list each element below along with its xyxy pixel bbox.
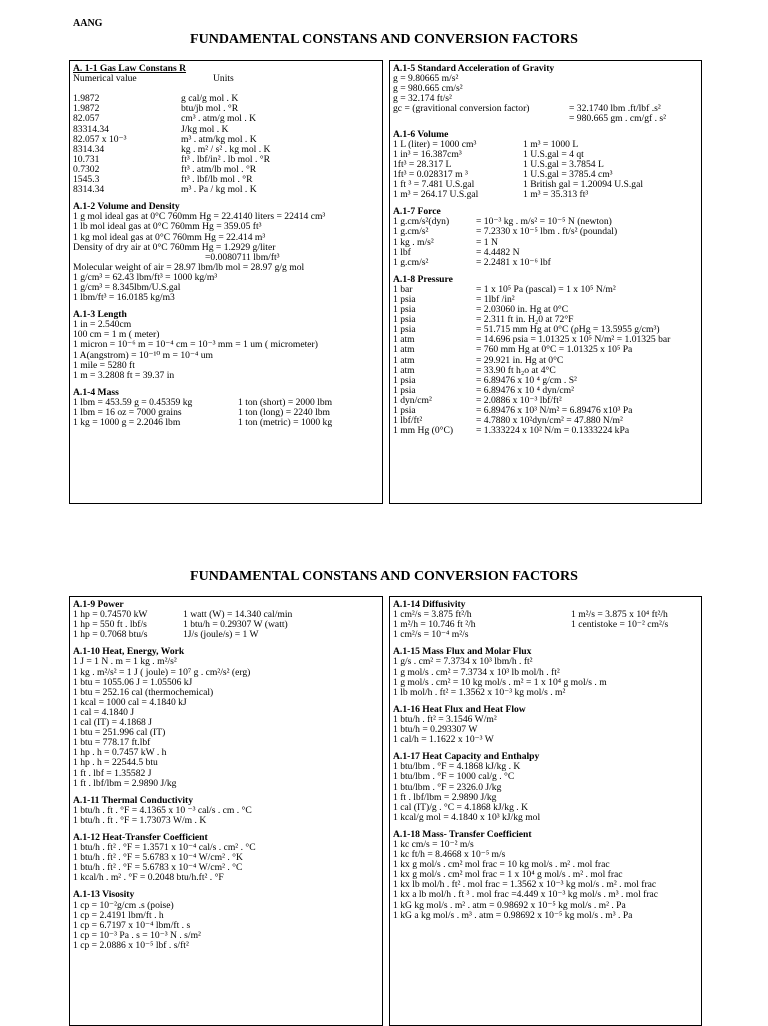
conversion-text: 1 ft . lbf = 1.35582 J <box>73 767 152 779</box>
conversion-text: 10.731 <box>73 153 100 165</box>
conversion-text: 1 kcal/g mol = 4.1840 x 10³ kJ/kg mol <box>393 811 541 823</box>
conversion-text: g = 980.665 cm/s² <box>393 83 463 95</box>
conversion-row <box>73 630 379 640</box>
conversion-text: 1 atm <box>393 344 415 356</box>
conversion-text: 1545.3 <box>73 174 100 186</box>
conversion-value: m³ . atm/kg mol . K <box>181 133 257 145</box>
conversion-text: 1 hp = 0.7068 btu/s <box>73 629 148 641</box>
conversion-value: = 6.89476 x 10 ⁴ dyn/cm² <box>476 384 574 396</box>
conversion-text: 1 cal = 4.1840 J <box>73 706 135 718</box>
conversion-row <box>393 813 699 823</box>
section-heading-text: A.1-12 Heat-Transfer Coefficient <box>73 831 208 843</box>
section-heading-text: A.1-4 Mass <box>73 386 119 398</box>
conversion-text: 1 lbm/ft³ = 16.0185 kg/m3 <box>73 292 175 304</box>
section-heading-text: A.1-15 Mass Flux and Molar Flux <box>393 646 532 658</box>
conversion-text: 1 cp = 10⁻²g/cm .s (poise) <box>73 899 174 911</box>
conversion-text: 82.057 <box>73 113 100 125</box>
conversion-value: g cal/g mol . K <box>181 93 239 105</box>
conversion-text: 1 kcal/h . m² . °F = 0.2048 btu/h.ft² . °F <box>73 872 224 884</box>
conversion-value: = 51.715 mm Hg at 0°C (ρHg = 13.5955 g/cm³) <box>476 324 660 336</box>
conversion-text: 1 g mol/s . cm² = 7.3734 x 10³ lb mol/h . ft² <box>393 666 560 678</box>
conversion-text: g = 32.174 ft/s² <box>393 93 452 105</box>
section-column-1-left <box>73 64 379 428</box>
conversion-text: 1 cp = 10⁻³ Pa . s = 10⁻³ N . s/m² <box>73 929 201 941</box>
conversion-text: 1 cm²/s = 3.875 ft²/h <box>393 609 472 621</box>
conversion-row <box>73 758 379 768</box>
conversion-text: g = 9.80665 m/s² <box>393 73 459 85</box>
conversion-row <box>393 285 699 295</box>
conversion-text: 1 kx a lb mol/h . ft ³ . mol frac =4.449 x 10⁻³ kg mol/s . m³ . mol frac <box>393 889 659 901</box>
conversion-text: 1 bar <box>393 283 413 295</box>
conversion-text: 1 m = 3.2808 ft = 39.37 in <box>73 369 175 381</box>
conversion-text: 8314.34 <box>73 143 105 155</box>
section-heading-text: A.1-7 Force <box>393 206 441 218</box>
conversion-text: 1 psia <box>393 374 416 386</box>
conversion-row <box>393 426 699 436</box>
conversion-value: = 2.2481 x 10⁻⁶ lbf <box>476 256 551 268</box>
conversion-value: 1 m³ = 1000 L <box>523 138 579 150</box>
conversion-row <box>393 190 699 200</box>
section-heading-text: A.1-17 Heat Capacity and Enthalpy <box>393 751 540 763</box>
conversion-text: 1 hp . h = 22544.5 btu <box>73 757 158 769</box>
conversion-row <box>393 227 699 237</box>
conversion-row <box>73 873 379 883</box>
conversion-row <box>73 185 379 195</box>
conversion-text: 1 btu = 1055.06 J = 1.05506 kJ <box>73 676 193 688</box>
page-title: FUNDAMENTAL CONSTANS AND CONVERSION FACTORS <box>190 32 578 47</box>
conversion-text: 1 g/cm³ = 8.345lbm/U.S.gal <box>73 281 181 293</box>
conversion-text: 1 psia <box>393 314 416 326</box>
section-column-2-left <box>73 600 379 951</box>
conversion-row <box>393 735 699 745</box>
conversion-row <box>393 772 699 782</box>
conversion-text: 1 mile = 5280 ft <box>73 359 135 371</box>
conversion-text: 1 btu/h . ft² . °F = 5.6783 x 10⁻⁴ W/cm² . °C <box>73 862 243 874</box>
conversion-row <box>393 688 699 698</box>
conversion-text: 1 btu/h . ft² . °F = 5.6783 x 10⁻⁴ W/cm² . °K <box>73 852 243 864</box>
conversion-text: 1 atm <box>393 334 415 346</box>
conversion-value: = 1 N <box>476 236 498 248</box>
conversion-value: = 10⁻³ kg . m/s² = 10⁻⁵ N (newton) <box>476 216 612 228</box>
section-heading-text: A.1-18 Mass- Transfer Coefficient <box>393 828 532 840</box>
section-heading-text: A.1-14 Diffusivity <box>393 599 466 610</box>
conversion-row <box>73 941 379 951</box>
conversion-value: = 6.89476 x 10 ⁴ g/cm . S² <box>476 374 577 386</box>
conversion-value: = 2.03060 in. Hg at 0°C <box>476 304 569 316</box>
conversion-value: = 1 x 10⁵ Pa (pascal) = 1 x 10⁵ N/m² <box>476 283 616 295</box>
conversion-value: = 14.696 psia = 1.01325 x 10⁵ N/m² = 1.01325 bar <box>476 334 671 346</box>
conversion-value: 1 U.S.gal = 3.7854 L <box>523 158 604 170</box>
conversion-text: 1.9872 <box>73 103 100 115</box>
conversion-text: 1 kcal = 1000 cal = 4.1840 kJ <box>73 696 187 708</box>
conversion-text: gc = (gravitional conversion factor) <box>393 103 530 115</box>
section-heading-text: A.1-13 Visosity <box>73 889 135 901</box>
conversion-value: kg . m² / s² . kg mol . K <box>181 143 271 155</box>
conversion-value: 1 centistoke = 10⁻² cm²/s <box>571 619 669 631</box>
conversion-text: 1 cp = 6.7197 x 10⁻⁴ lbm/ft . s <box>73 919 191 931</box>
conversion-text: Density of dry air at 0°C 760mm Hg = 1.2929 g/liter <box>73 241 276 253</box>
conversion-text: 1 kg mol ideal gas at 0°C 760mm Hg = 22.414 m³ <box>73 231 266 243</box>
conversion-text: Numerical value <box>73 73 137 85</box>
conversion-text: 1 lb mol ideal gas at 0°C 760mm Hg = 359.05 ft³ <box>73 221 262 233</box>
conversion-text: 1 psia <box>393 324 416 336</box>
conversion-value: 1 ton (long) = 2240 lbm <box>238 407 331 418</box>
conversion-value: = 1lbf /in² <box>476 293 515 305</box>
conversion-text: 1 kg . m/s² <box>393 236 434 248</box>
conversion-value: 1 U.S.gal = 4 qt <box>523 148 584 160</box>
conversion-value: 1J/s (joule/s) = 1 W <box>183 629 259 641</box>
conversion-value: 1 ton (short) = 2000 lbm <box>238 396 333 408</box>
conversion-row <box>73 418 379 428</box>
conversion-text: 1 lb mol/h . ft² = 1.3562 x 10⁻³ kg mol/s . m² <box>393 686 566 698</box>
conversion-text: 1.9872 <box>73 93 100 105</box>
conversion-text: 1 kG kg mol/s . m² . atm = 0.98692 x 10⁻⁵ kg mol/s . m² . Pa <box>393 899 626 911</box>
conversion-text: 1 lbf/ft² <box>393 415 423 427</box>
conversion-text: 1 psia <box>393 304 416 316</box>
conversion-text: 1 g/cm³ = 62.43 lbm/ft³ = 1000 kg/m³ <box>73 271 218 283</box>
conversion-text: 1 psia <box>393 405 416 416</box>
conversion-row <box>73 816 379 826</box>
conversion-value: 1 m³ = 35.313 ft³ <box>523 189 589 201</box>
conversion-row <box>73 222 379 232</box>
section-heading-text: A. 1-1 Gas Law Constans R <box>73 63 187 74</box>
conversion-text: 1 ft ³ = 7.481 U.S.gal <box>393 179 475 191</box>
conversion-value: Units <box>213 73 234 85</box>
conversion-value: 1 m²/s = 3.875 x 10⁴ ft²/h <box>571 609 668 621</box>
conversion-value: 1 watt (W) = 14.340 cal/min <box>183 609 293 621</box>
section-heading-text: A.1-9 Power <box>73 599 124 610</box>
conversion-value: = 760 mm Hg at 0°C = 1.01325 x 10⁵ Pa <box>476 344 633 356</box>
section-heading-text: A.1-16 Heat Flux and Heat Flow <box>393 703 526 715</box>
conversion-value: m³ . Pa / kg mol . K <box>181 184 257 196</box>
conversion-text: 1 in³ = 16.387cm³ <box>393 148 462 160</box>
conversion-text: 1 in = 2.540cm <box>73 319 132 331</box>
conversion-text: 1 kc cm/s = 10⁻² m/s <box>393 838 474 850</box>
conversion-text: 1 kg = 1000 g = 2.2046 lbm <box>73 417 181 429</box>
conversion-value: 1 btu/h = 0.29307 W (watt) <box>183 619 288 631</box>
conversion-row <box>393 238 699 248</box>
conversion-text: 1 m²/h = 10.746 ft ²/h <box>393 619 476 631</box>
conversion-text: 1 dyn/cm² <box>393 394 432 406</box>
conversion-value: = 33.90 ft h₂o at 4°C <box>476 364 556 376</box>
conversion-text: 1 g/s . cm² = 7.3734 x 10³ lbm/h . ft² <box>393 656 533 668</box>
conversion-text: 1 cal (IT)/g . °C = 4.1868 kJ/kg . K <box>393 801 529 813</box>
conversion-text: 1 cm²/s = 10⁻⁴ m²/s <box>393 629 469 641</box>
conversion-value: = 32.1740 lbm .ft/lbf .s² <box>569 103 661 115</box>
conversion-value: 1 British gal = 1.20094 U.S.gal <box>523 179 644 191</box>
page-title-2: FUNDAMENTAL CONSTANS AND CONVERSION FACTORS <box>190 569 578 584</box>
section-column-1-right <box>393 64 699 436</box>
conversion-value: cm³ . atm/g mol . K <box>181 113 257 125</box>
conversion-text: 1ft³ = 0.028317 m ³ <box>393 168 468 180</box>
conversion-text: 1 lbf <box>393 246 411 258</box>
conversion-text: 1 btu/h . ft . °F = 4.1365 x 10 ⁻³ cal/s . cm . °C <box>73 804 252 816</box>
section-heading-text: A.1-8 Pressure <box>393 273 453 285</box>
conversion-text: 1 cal/h = 1.1622 x 10⁻³ W <box>393 734 494 746</box>
conversion-row <box>393 630 699 640</box>
section-heading-text: A.1-11 Thermal Conductivity <box>73 794 194 806</box>
conversion-value: = 980.665 gm . cm/gf . s² <box>569 113 667 125</box>
conversion-text: 1 cal (IT) = 4.1868 J <box>73 717 152 729</box>
conversion-value: = 7.2330 x 10⁻⁵ lbm . ft/s² (poundal) <box>476 226 618 238</box>
conversion-text: 1 cp = 2.0886 x 10⁻⁵ lbf . s/ft² <box>73 939 189 951</box>
conversion-value: = 4.7880 x 10²dyn/cm² = 47.880 N/m² <box>476 415 623 427</box>
conversion-text: 1 g.cm/s²(dyn) <box>393 216 450 228</box>
conversion-text: 1 btu/lbm . °F = 1000 cal/g . °C <box>393 771 515 783</box>
conversion-row <box>73 74 379 84</box>
conversion-text: 1 kx g mol/s . cm² mol frac = 1 x 10⁴ g mol/s . m² . mol frac <box>393 869 623 881</box>
conversion-value: ft³ . lbf/lb mol . °R <box>181 174 253 186</box>
conversion-text: 1 btu/h . ft² = 3.1546 W/m² <box>393 713 497 725</box>
conversion-text: 1 btu/h . ft² . °F = 1.3571 x 10⁻⁴ cal/s . cm² . °C <box>73 842 256 854</box>
conversion-value: btu/jb mol . °R <box>181 103 239 115</box>
conversion-text: 1 psia <box>393 293 416 305</box>
section-heading-text: A.1-10 Heat, Energy, Work <box>73 646 185 658</box>
conversion-text: 1 kx g mol/s . cm² mol frac = 10 kg mol/s . m² . mol frac <box>393 859 610 871</box>
conversion-row <box>393 258 699 268</box>
conversion-text: 0.7302 <box>73 163 100 175</box>
conversion-text: 1 J = 1 N . m = 1 kg . m²/s² <box>73 656 177 668</box>
conversion-text: 1 L (liter) = 1000 cm³ <box>393 138 477 150</box>
section-column-2-right <box>393 600 699 921</box>
conversion-text: 1 lbm = 453.59 g = 0.45359 kg <box>73 396 193 408</box>
conversion-value: = 1.333224 x 10² N/m = 0.1333224 kPa <box>476 425 630 437</box>
conversion-text: =0.0080711 lbm/ft³ <box>205 251 280 263</box>
conversion-text: 1 m³ = 264.17 U.S.gal <box>393 189 479 201</box>
conversion-value: 1 U.S.gal = 3785.4 cm³ <box>523 168 613 180</box>
conversion-value: 1 ton (metric) = 1000 kg <box>238 417 333 429</box>
conversion-text: 1 ft . lbf/lbm = 2.9890 J/kg <box>73 777 177 789</box>
conversion-row <box>73 371 379 381</box>
conversion-text: 1 btu = 251.996 cal (IT) <box>73 727 166 739</box>
conversion-text: 1 btu/h . ft . °F = 1.73073 W/m . K <box>73 814 207 826</box>
conversion-text: 1 cp = 2.4191 lbm/ft . h <box>73 909 164 921</box>
conversion-value: ft³ . atm/lb mol . °R <box>181 163 257 175</box>
section-heading-text: A.1-3 Length <box>73 309 127 321</box>
conversion-text: 1 lbm = 16 oz = 7000 grains <box>73 407 182 418</box>
conversion-text: 1 A(angstrom) = 10⁻¹⁰ m = 10⁻⁴ um <box>73 349 214 361</box>
conversion-text: 1 micron = 10⁻⁶ m = 10⁻⁴ cm = 10⁻³ mm = 1 um ( micrometer) <box>73 339 318 351</box>
conversion-text: 1 atm <box>393 354 415 366</box>
conversion-text: 1 mm Hg (0°C) <box>393 425 454 437</box>
conversion-text: 1 btu/lbm . °F = 4.1868 kJ/kg . K <box>393 761 521 773</box>
conversion-text: 82.057 x 10⁻³ <box>73 133 127 145</box>
conversion-text: 1 g mol/s . cm² = 10 kg mol/s . m² = 1 x 10⁴ g mol/s . m <box>393 676 607 688</box>
conversion-text: 1 atm <box>393 364 415 376</box>
conversion-text: 1 g.cm/s² <box>393 226 429 238</box>
conversion-value: = 29.921 in. Hg at 0°C <box>476 354 564 366</box>
conversion-value: ft³ . lbf/in² . lb mol . °R <box>181 153 271 165</box>
conversion-row <box>393 114 699 124</box>
conversion-text: 1 hp = 0.74570 kW <box>73 609 148 621</box>
section-heading-text: A.1-2 Volume and Density <box>73 201 180 213</box>
conversion-text: 1 g.cm/s² <box>393 256 429 268</box>
conversion-text: 1 hp . h = 0.7457 kW . h <box>73 747 167 759</box>
conversion-text: 1 kG a kg mol/s . m³ . atm = 0.98692 x 10⁻⁵ kg mol/s . m³ . Pa <box>393 909 633 921</box>
conversion-text: 1 btu = 252.16 cal (thermochemical) <box>73 686 214 698</box>
conversion-text: 1ft³ = 28.317 L <box>393 158 452 170</box>
conversion-value: = 4.4482 N <box>476 246 520 258</box>
conversion-text: 1 btu = 778.17 ft.lbf <box>73 737 151 749</box>
conversion-value: = 2.0886 x 10⁻³ lbf/ft² <box>476 394 562 406</box>
conversion-text: 1 ft . lbf/lbm = 2.9890 J/kg <box>393 791 497 803</box>
conversion-text: 1 hp = 550 ft . lbf/s <box>73 619 147 631</box>
section-heading-text: A.1-5 Standard Acceleration of Gravity <box>393 63 555 74</box>
conversion-text: 1 kg . m²/s² = 1 J ( joule) = 10⁷ g . cm²/s² (erg) <box>73 666 251 678</box>
conversion-value: J/kg mol . K <box>181 123 229 135</box>
conversion-row <box>73 779 379 789</box>
conversion-text: 1 psia <box>393 384 416 396</box>
conversion-text: 1 kx lb mol/h . ft² . mol frac = 1.3562 x 10⁻³ kg mol/s . m² . mol frac <box>393 879 657 891</box>
conversion-value: = 6.89476 x 10³ N/m² = 6.89476 x10³ Pa <box>476 405 633 416</box>
conversion-row <box>73 293 379 303</box>
conversion-text: 1 kc ft/h = 8.4668 x 10⁻⁵ m/s <box>393 849 506 861</box>
conversion-text: Molecular weight of air = 28.97 lbm/lb mol = 28.97 g/g mol <box>73 261 305 273</box>
conversion-row <box>393 911 699 921</box>
conversion-text: 83314.34 <box>73 123 109 135</box>
header-tag: AANG <box>73 18 103 29</box>
conversion-text: 1 btu/lbm . °F = 2326.0 J/kg <box>393 781 502 793</box>
conversion-text: 1 btu/h = 0.293307 W <box>393 724 478 736</box>
conversion-text: 100 cm = 1 m ( meter) <box>73 329 160 341</box>
section-heading-text: A.1-6 Volume <box>393 128 449 140</box>
conversion-text: 1 g mol ideal gas at 0°C 760mm Hg = 22.4140 liters = 22414 cm³ <box>73 211 326 223</box>
conversion-text: 8314.34 <box>73 184 105 196</box>
conversion-value: = 2.311 ft in. H₂0 at 72°F <box>476 314 574 326</box>
